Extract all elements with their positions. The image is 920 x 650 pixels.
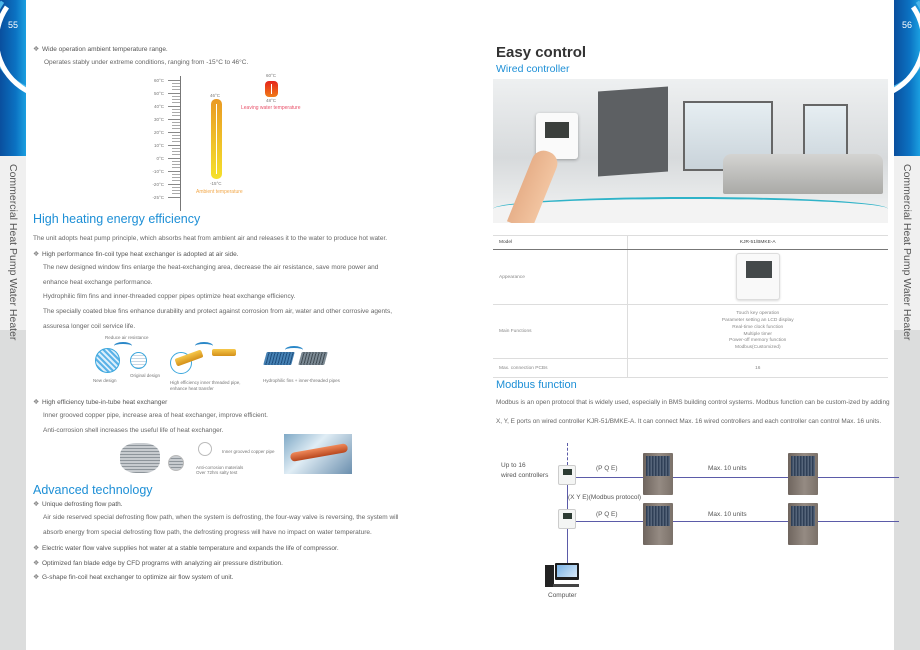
max-units-label: Max. 10 units [708,465,747,472]
right-side-tab [894,0,920,650]
arrow-icon [195,342,213,350]
wired-controller-icon [558,509,576,529]
bullet-fan-blade: ❖ Optimized fan blade edge by CFD programs with analyzing air pressure distribution. [33,558,283,569]
heat-pump-unit-icon [788,503,818,545]
diamond-bullet-icon: ❖ [33,399,40,406]
side-label-area [0,156,26,341]
temp-range-desc: Operates stably under extreme conditions, ranging from -15°C to 46°C. [44,59,249,66]
bullet-tube-in-tube: ❖ High efficiency tube-in-tube heat exchanger [33,397,167,408]
ambient-temperature-bar [211,99,222,179]
heading-efficiency: High heating energy efficiency [33,212,201,226]
water-max-label: 60°C [266,73,277,78]
table-row [493,305,888,359]
table-row [493,250,888,305]
copper-pipe-photo [284,434,352,474]
salty-test-caption: Over 72hrs salty test [196,470,238,475]
dotted-continuation [819,477,852,478]
diamond-bullet-icon: ❖ [33,560,40,567]
row-label: Main Functions [493,305,627,359]
inner-grooved-caption: Inner grooved copper pipe [222,449,275,454]
controllers-label: Up to 16 [501,462,526,469]
bullet-flow-valve: ❖ Electric water flow valve supplies hot water at a stable temperature and expands the life of compressor. [33,543,339,554]
side-tab-blue-header [894,0,920,156]
section-label: Commercial Heat Pump Water Heater [901,164,913,341]
table-header-cell: KJR-51/BMKE-A [627,236,888,250]
diamond-bullet-icon: ❖ [33,46,40,53]
row-label: Appearance [493,250,627,305]
table-row [493,359,888,378]
heading-modbus: Modbus function [496,379,577,391]
ambient-min-label: -15°C [210,181,222,186]
new-design-caption: New design [93,378,117,383]
anti-corrosion-caption: Anti-corrosion materials [196,465,244,470]
defrost-line: Air side reserved special defrosting flow path, when the system is defrosting, the four-way valve is reversing, the system will [43,514,399,521]
copper-pipe-image [212,349,236,356]
page-subtitle: Wired controller [496,63,570,75]
wired-controller-icon [558,465,576,485]
row-label: Max. connection PCBs [493,359,627,378]
tube-heat-exchanger-image [120,443,160,473]
diamond-bullet-icon: ❖ [33,545,40,552]
section-label: Commercial Heat Pump Water Heater [7,164,19,341]
table-header-cell: Model [493,236,627,250]
gray-fin-coil-image [298,352,327,365]
bullet-g-shape: ❖ G-shape fin-coil heat exchanger to optimize air flow system of unit. [33,572,233,583]
efficiency-line: enhance heat exchange performance. [43,279,153,286]
side-tab-blue-header [0,0,26,156]
tube-line: Anti-corrosion shell increases the useful life of heat exchanger. [43,427,224,434]
side-label-area [894,156,920,341]
inner-pipe-caption-2: enhance heat transfer [170,386,214,391]
bullet-fin-coil: ❖ High performance fin-coil type heat exchanger is adopted at air side. [33,249,239,260]
ambient-max-label: 46°C [210,93,221,98]
page-number: 56 [901,20,912,30]
appearance-cell [627,250,888,305]
water-min-label: 48°C [266,98,277,103]
computer-icon [545,563,581,589]
bullet-defrost: ❖ Unique defrosting flow path. [33,499,123,510]
scale-axis [180,76,181,211]
reduce-air-caption: Reduce air resistance [105,335,149,340]
shell-section-image [168,455,184,471]
table-header-row [493,236,888,250]
controller-appearance-image [736,253,780,300]
hydrophilic-caption: Hydrophilic fins + inner-threaded pipes [263,378,340,383]
bullet-temp-range: ❖ Wide operation ambient temperature range. [33,44,168,55]
controllers-label-2: wired controllers [501,472,549,479]
pqe-label: (P Q E) [596,511,618,518]
efficiency-line: The new designed window fins enlarge the heat-exchanging area, decrease the air resistance, save more power and [43,264,379,271]
page-title: Easy control [496,44,587,61]
water-caption: Leaving water temperature [241,105,301,111]
defrost-line: absorb energy from special defrosting flow path, the defrosting progress will have no impact on water temperature. [43,529,372,536]
pipe-cross-section-image [198,442,212,456]
pqe-label: (P Q E) [596,465,618,472]
efficiency-line: Hydrophilic film fins and inner-threaded copper pipes optimize heat exchange efficiency. [43,293,296,300]
heading-advanced: Advanced technology [33,483,153,497]
heat-pump-unit-icon [788,453,818,495]
wired-controller-hero-image [493,79,888,223]
tube-line: Inner grooved copper pipe, increase area of heat exchanger, improve efficient. [43,412,268,419]
functions-cell: Touch key operation Parameter setting an LCD display Real-time clock function Multiple timer Power-off memory function Modbus(Customized) [627,305,888,359]
blue-fin-coil-image [263,352,294,365]
efficiency-intro: The unit adopts heat pump principle, which absorbs heat from ambient air and releases it to the water to produce hot water. [33,235,388,242]
original-design-fin-image [130,352,147,369]
leaving-water-bar [265,81,278,97]
diamond-bullet-icon: ❖ [33,251,40,258]
left-side-tab [0,0,26,650]
diamond-bullet-icon: ❖ [33,574,40,581]
spec-table [493,235,888,378]
dashed-line [567,443,568,465]
new-design-fin-image [95,348,120,373]
computer-label: Computer [548,592,577,599]
efficiency-line: The specially coated blue fins enhance durability and protect against corrosion from air, water and other corrosive agents, [43,308,393,315]
dotted-continuation [819,521,852,522]
page-number: 55 [7,20,18,30]
heat-pump-unit-icon [643,503,673,545]
row-value: 16 [627,359,888,378]
efficiency-line: assuresa longer coil service life. [43,323,136,330]
inner-pipe-caption: High efficiency inner threaded pipe, [170,380,241,385]
ambient-caption: Ambient temperature [196,189,243,195]
modbus-text: Modbus is an open protocol that is widely used, especially in BMS building control systems. Modbus function can be custom-ized by adding X, Y, E ports on wired controller KJR-51/BMKE-A. It can connect Max. 16 wired controllers and each controller can control Max. 16 units. [496,399,890,425]
diamond-bullet-icon: ❖ [33,501,40,508]
heat-pump-unit-icon [643,453,673,495]
original-design-caption: Original design [130,373,161,378]
arrow-icon [114,342,132,350]
max-units-label: Max. 10 units [708,511,747,518]
xye-modbus-label: (X Y E)(Modbus protocol) [568,494,642,501]
temperature-scale: 60°C 50°C 40°C 30°C 20°C 10°C 0°C -10°C -20°C -25°C [140,76,190,211]
